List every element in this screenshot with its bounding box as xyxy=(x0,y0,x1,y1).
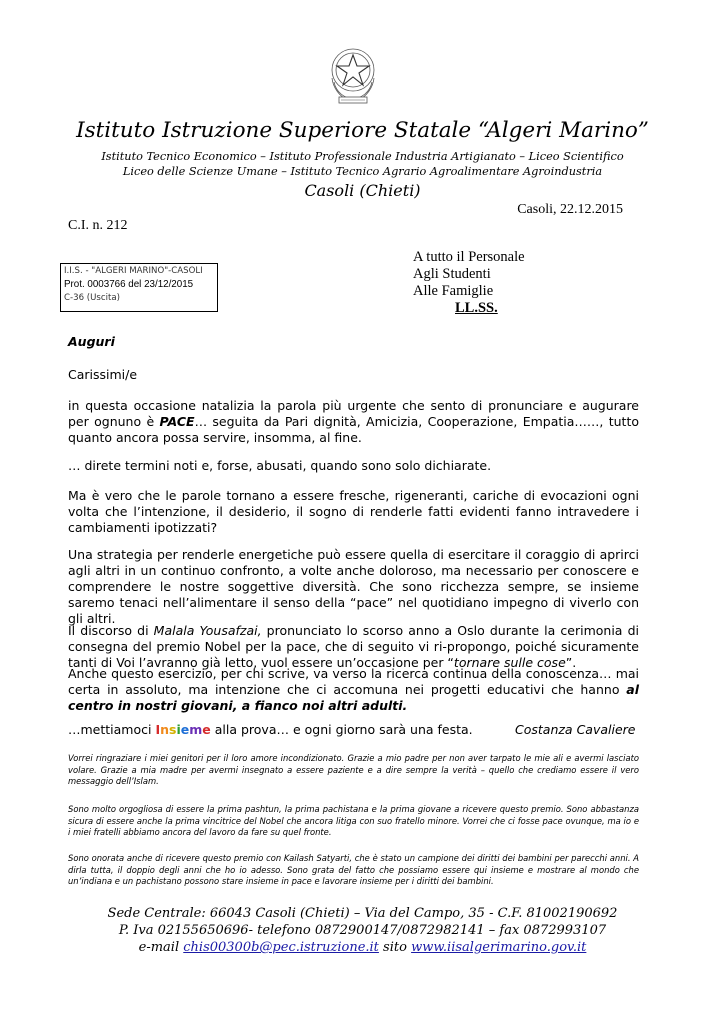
email-link[interactable]: chis00300b@pec.istruzione.it xyxy=(183,940,379,955)
signature: Costanza Cavaliere xyxy=(515,722,636,737)
closing-text-a: …mettiamoci xyxy=(68,722,156,737)
website-link[interactable]: www.iisalgerimarino.gov.it xyxy=(411,940,587,955)
insieme-letter: i xyxy=(176,722,181,737)
recipient-families: Alle Famiglie xyxy=(413,283,494,299)
insieme-letter: m xyxy=(189,722,203,737)
paragraph-1 xyxy=(68,398,639,446)
p5-malala: Malala Yousafzai, xyxy=(153,623,262,638)
p5-tornare: tornare sulle cose xyxy=(453,655,566,670)
footer-vat-phone: P. Iva 02155650696- telefono 0872900147/0872982141 – fax 0872993107 xyxy=(118,923,607,938)
email-label: e-mail xyxy=(138,940,184,955)
p1-pace: PACE xyxy=(159,414,195,429)
p5-text-b: pronunciato lo scorso anno a Oslo durante la cerimonia di consegna del premio Nobel per la pace, che di seguito vi ri-propongo, poiché sicuramente tanti di Voi l’avranno già letto, vuol essere un’occasione per “ xyxy=(68,623,639,670)
p1-text-b: … seguita da Pari dignità, Amicizia, Cooperazione, Empatia……, tutto quanto ancora possa servire, insomma, al fine. xyxy=(68,414,640,445)
institute-subtitle-1: Istituto Tecnico Economico – Istituto Professionale Industria Artigianato – Liceo Scientifico xyxy=(101,150,624,163)
insieme-letter: e xyxy=(180,722,190,737)
recipients xyxy=(413,249,525,317)
salutation: Carissimi/e xyxy=(68,367,138,382)
insieme-letter: e xyxy=(202,722,211,737)
insieme-letter: I xyxy=(155,722,161,737)
site-label: sito xyxy=(378,940,412,955)
closing-line xyxy=(68,722,473,737)
closing-text-b: alla prova… e ogni giorno sarà una festa. xyxy=(210,722,473,737)
paragraph-4: Una strategia per renderle energetiche può essere quella di esercitare il coraggio di aprirci agli altri in un continuo confronto, a volte anche doloroso, ma necessario per conoscere e comprendere le nostre soggettive diversità. Che sono ricchezza sempre, se insieme saremo tenaci nell’alimentare il senso della “pace” nel quotidiano impegno di viverlo con gli altri. xyxy=(68,547,639,626)
insieme-letter: s xyxy=(169,722,177,737)
footer-address: Sede Centrale: 66043 Casoli (Chieti) – Via del Campo, 35 - C.F. 81002190692 xyxy=(107,906,618,921)
paragraph-2: … direte termini noti e, forse, abusati, quando sono solo dichiarate. xyxy=(68,458,492,473)
quote-3: Sono onorata anche di ricevere questo premio con Kailash Satyarti, che è stato un campione dei diritti dei bambini per parecchi anni. A dirla tutta, il doppio degli anni che ho io adesso. Sono grata del fatto che possiamo essere qui insieme e mostrare al mondo che un’indiana e un pachistano possono stare insieme in pace e lavorare insieme per i diritti dei bambini. xyxy=(68,853,639,886)
insieme-letter: n xyxy=(160,722,170,737)
p1-text-a: in questa occasione natalizia la parola più urgente che sento di pronunciare e augurare per ognuno è xyxy=(68,398,639,429)
paragraph-6 xyxy=(68,666,639,714)
institute-city: Casoli (Chieti) xyxy=(304,181,421,200)
paragraph-5 xyxy=(68,623,639,671)
letter-subject: Auguri xyxy=(68,334,115,349)
institute-title: Istituto Istruzione Superiore Statale “Algeri Marino” xyxy=(76,118,649,143)
quote-2: Sono molto orgogliosa di essere la prima pashtun, la prima pachistana e la prima giovane a ricevere questo premio. Sono abbastanza sicura di essere anche la prima vincitrice del Nobel che ancora litiga con suo fratello minore. Vorrei che ci fosse pace ovunque, ma io e i miei fratelli abbiamo ancora del lavoro da fare su quel fronte. xyxy=(68,804,639,837)
paragraph-3: Ma è vero che le parole tornano a essere fresche, rigeneranti, cariche di evocazioni ogni volta che l’intenzione, il desiderio, il sogno di renderle fatti evidenti fanno intravedere i cambiamenti ipotizzati? xyxy=(68,488,639,535)
circular-number: C.I. n. 212 xyxy=(68,218,128,233)
p5-text-c: ”. xyxy=(565,655,577,670)
p6-bold: al centro in nostri giovani, a fianco noi altri adulti. xyxy=(68,682,639,713)
italian-republic-emblem-icon xyxy=(326,42,380,108)
protocol-stamp xyxy=(60,263,218,312)
protocol-stamp-line3: C-36 (Uscita) xyxy=(64,293,120,303)
footer-contacts xyxy=(0,940,725,955)
p6-text-a: Anche questo esercizio, per chi scrive, va verso la ricerca continua della conoscenza… mai certa in assoluto, ma intenzione che ci accomuna nei progetti educativi che hanno xyxy=(68,666,639,697)
institute-subtitle-2: Liceo delle Scienze Umane – Istituto Tecnico Agrario Agroalimentare Agroindustria xyxy=(122,165,603,178)
quote-1: Vorrei ringraziare i miei genitori per il loro amore incondizionato. Grazie a mio padre per non aver tarpato le mie ali e avermi lasciato volare. Grazie a mia madre per avermi insegnato a essere paziente e a dire sempre la verità – quello che crediamo essere il vero messaggio dell’Islam. xyxy=(68,753,639,786)
recipient-llss: LL.SS. xyxy=(455,300,498,316)
protocol-stamp-line1: I.I.S. - "ALGERI MARINO"-CASOLI xyxy=(64,266,203,276)
letter-date: Casoli, 22.12.2015 xyxy=(517,202,623,217)
p5-text-a: Il discorso di xyxy=(68,623,154,638)
recipient-staff: A tutto il Personale xyxy=(413,249,525,265)
protocol-stamp-line2: Prot. 0003766 del 23/12/2015 xyxy=(64,279,194,290)
recipient-students: Agli Studenti xyxy=(413,266,491,282)
